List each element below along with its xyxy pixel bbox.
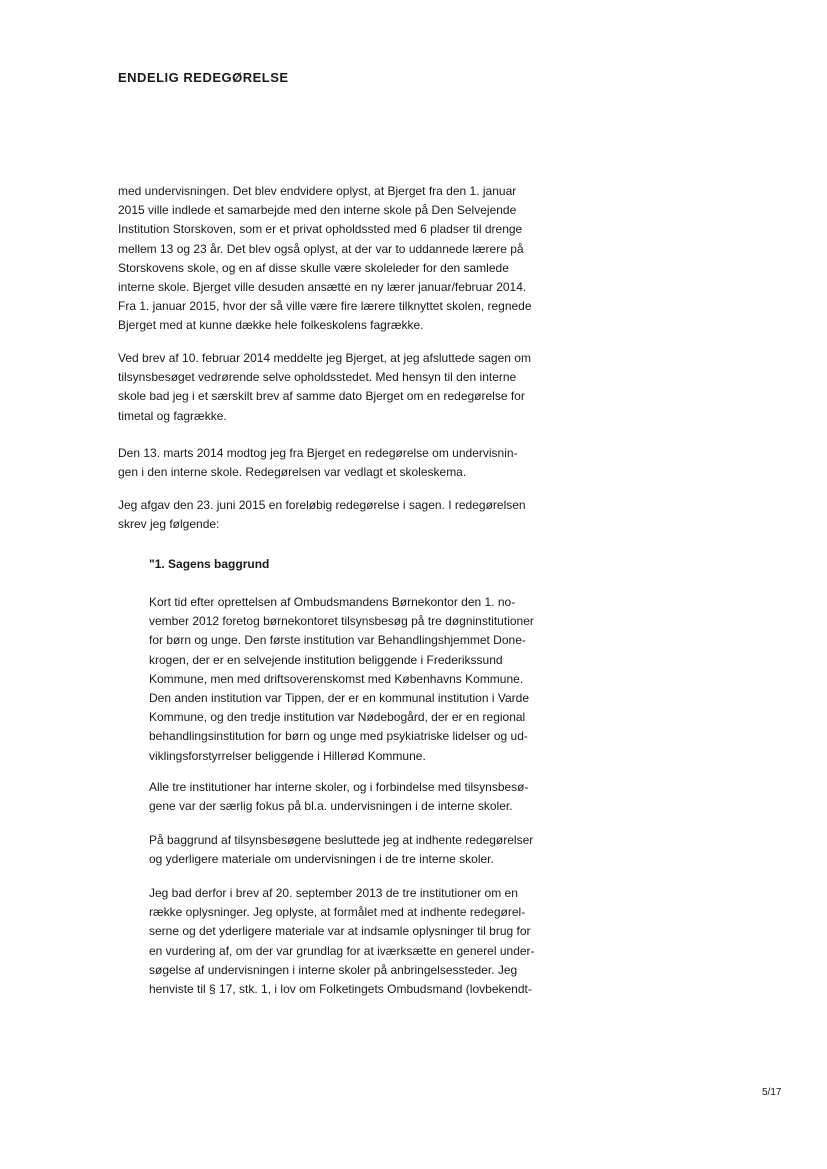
text-line: Jeg bad derfor i brev af 20. september 2013 de tre institutioner om en [149, 886, 518, 900]
text-line: række oplysninger. Jeg oplyste, at formålet med at indhente redegørel- [149, 905, 526, 920]
quote-paragraph [149, 778, 599, 816]
text-line: interne skole. Bjerget ville desuden ansætte en ny lærer januar/februar 2014. [118, 280, 527, 295]
text-line: Kort tid efter oprettelsen af Ombudsmandens Børnekontor den 1. no- [149, 595, 516, 609]
text-line: Storskovens skole, og en af disse skulle være skoleleder for den samlede [118, 260, 509, 275]
text-line: gen i den interne skole. Redegørelsen var vedlagt et skoleskema. [118, 465, 467, 480]
text-line: Fra 1. januar 2015, hvor der så ville være fire lærere tilknyttet skolen, regnede [118, 299, 532, 314]
text-line: skole bad jeg i et særskilt brev af samme dato Bjerget om en redegørelse for [118, 389, 525, 404]
text-line: søgelse af undervisningen i interne skoler på anbringelsessteder. Jeg [149, 962, 518, 977]
text-line: og yderligere materiale om undervisningen i de tre interne skoler. [149, 852, 494, 867]
paragraph [118, 444, 588, 482]
paragraph [118, 496, 588, 534]
text-line: Kommune, men med driftsoverenskomst med Københavns Kommune. [149, 671, 524, 686]
text-line: Alle tre institutioner har interne skoler, og i forbindelse med tilsynsbesø- [149, 780, 529, 794]
text-line: behandlingsinstitution for børn og unge med psykiatriske lidelser og ud- [149, 729, 528, 744]
text-line: Den 13. marts 2014 modtog jeg fra Bjerget en redegørelse om undervisnin- [118, 446, 518, 460]
text-line: viklingsforstyrrelser beliggende i Hillerød Kommune. [149, 748, 426, 763]
text-line: gene var der særlig fokus på bl.a. undervisningen i de interne skoler. [149, 799, 513, 814]
text-line: med undervisningen. Det blev endvidere oplyst, at Bjerget fra den 1. januar [118, 184, 517, 198]
text-line: Institution Storskoven, som er et privat opholdssted med 6 pladser til drenge [118, 222, 523, 237]
quote-heading: "1. Sagens baggrund [149, 557, 270, 571]
quote-paragraph [149, 831, 599, 869]
text-line: timetal og fagrække. [118, 408, 227, 423]
text-line: Bjerget med at kunne dække hele folkeskolens fagrække. [118, 318, 424, 333]
paragraph [118, 349, 588, 426]
text-line: vember 2012 foretog børnekontoret tilsynsbesøg på tre døgninstitutioner [149, 614, 534, 629]
text-line: henviste til § 17, stk. 1, i lov om Folketingets Ombudsmand (lovbekendt- [149, 982, 532, 997]
text-line: for børn og unge. Den første institution var Behandlingshjemmet Done- [149, 633, 526, 648]
quote-paragraph [149, 884, 599, 999]
text-line: På baggrund af tilsynsbesøgene besluttede jeg at indhente redegørelser [149, 833, 534, 847]
text-line: serne og det yderligere materiale var at indsamle oplysninger til brug for [149, 924, 531, 939]
text-line: skrev jeg følgende: [118, 517, 220, 532]
paragraph [118, 182, 588, 336]
text-line: 2015 ville indlede et samarbejde med den interne skole på Den Selvejende [118, 203, 517, 218]
text-line: mellem 13 og 23 år. Det blev også oplyst, at der var to uddannede lærere på [118, 241, 524, 256]
text-line: krogen, der er en selvejende institution beliggende i Frederikssund [149, 652, 503, 667]
text-line: Jeg afgav den 23. juni 2015 en foreløbig redegørelse i sagen. I redegørelsen [118, 498, 526, 512]
text-line: Ved brev af 10. februar 2014 meddelte jeg Bjerget, at jeg afsluttede sagen om [118, 351, 531, 365]
text-line: en vurdering af, om der var grundlag for at iværksætte en generel under- [149, 943, 535, 958]
quote-paragraph [149, 593, 599, 766]
document-header: ENDELIG REDEGØRELSE [118, 70, 289, 85]
page-number: 5/17 [762, 1087, 782, 1098]
text-line: Kommune, og den tredje institution var Nødebogård, der er en regional [149, 710, 526, 725]
text-line: Den anden institution var Tippen, der er en kommunal institution i Varde [149, 691, 529, 706]
text-line: tilsynsbesøget vedrørende selve opholdsstedet. Med hensyn til den interne [118, 370, 517, 385]
